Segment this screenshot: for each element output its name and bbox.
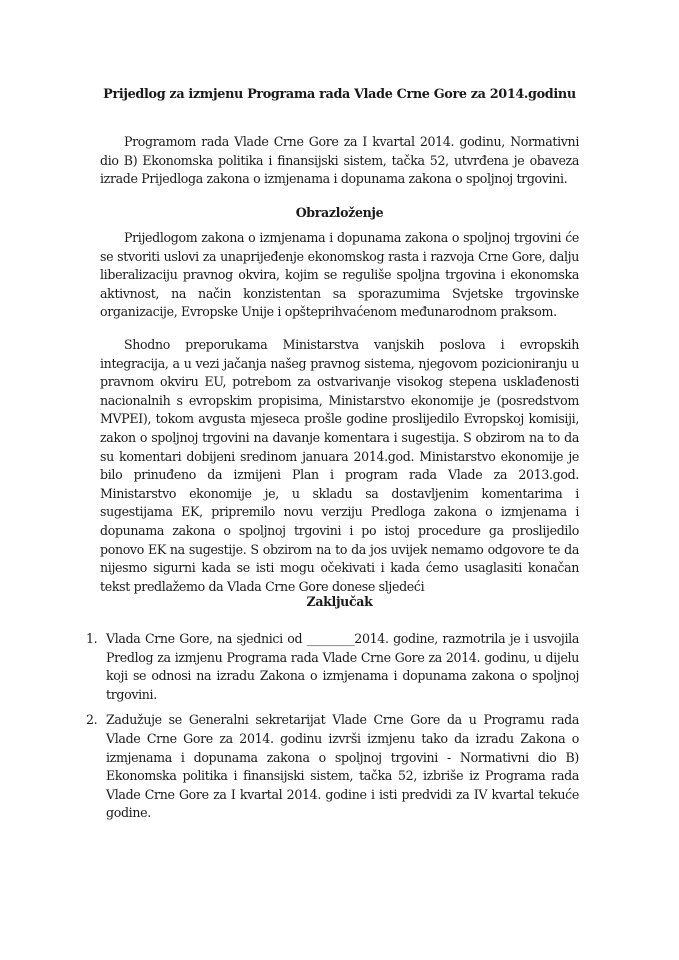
section-heading-obrazlozenje: Obrazloženje [295, 205, 384, 220]
section-heading-zakljucak: Zaključak [306, 594, 373, 609]
body-paragraph: Shodno preporukama Ministarstva vanjskih poslova i evropskih integracija, a u vezi jačanja našeg pravnog sistema, njegovom pozicioniranju u pravnom okviru EU, potrebom za ostvarivanje visokog stepena usklađenosti nacionalnih s evropskim propisima, Ministarstvo ekonomije je (posredstvom MVPEI), tokom avgusta mjeseca prošle godine proslijedilo Evropskoj komisiji, zakon o spoljnoj trgovini na davanje komentara i sugestija. S obzirom na to da su komentari dobijeni sredinom januara 2014.god. Ministarstvo ekonomije je bilo prinuđeno da izmijeni Plan i program rada Vlade za 2013.god. Ministarstvo ekonomije je, u skladu sa dostavljenim komentarima i sugestijama EK, pripremilo novu verziju Predloga zakona o izmjenama i dopunama zakona o spoljnoj trgovini i po istoj procedure ga proslijedilo ponovo EK na sugestije. S obzirom na to da jos uvijek nemamo odgovore te da nijesmo sigurni kada se isti mogu očekivati i kada ćemo usaglasiti konačan tekst predlažemo da Vlada Crne Gore donese sljedeći [100, 337, 579, 594]
document-title: Prijedlog za izmjenu Programa rada Vlade Crne Gore za 2014.godinu [103, 87, 576, 102]
list-item [86, 711, 579, 823]
intro-paragraph: Programom rada Vlade Crne Gore za I kvartal 2014. godinu, Normativni dio B) Ekonomska politika i finansijski sistem, tačka 52, utvrđena je obaveza izrade Prijedloga zakona o izmjenama i dopunama zakona o spoljnoj trgovini. [100, 134, 579, 187]
conclusions-list [86, 630, 579, 830]
list-number: 1. [86, 631, 98, 646]
list-item-text: Vlada Crne Gore, na sjednici od ________2014. godine, razmotrila je i usvojila Predlog za izmjenu Programa rada Vlade Crne Gore za 2014. godinu, u dijelu koji se odnosi na izradu Zakona o izmjenama i dopunama zakona o spoljnoj trgovini. [106, 631, 579, 702]
list-item-text: Zadužuje se Generalni sekretarijat Vlade Crne Gore da u Programu rada Vlade Crne Gore za 2014. godinu izvrši izmjenu tako da izradu Zakona o izmjenama i dopunama zakona o spoljnoj trgovini - Normativni dio B) Ekonomska politika i finansijski sistem, tačka 52, izbriše iz Programa rada Vlade Crne Gore za I kvartal 2014. godine i isti predvidi za IV kvartal tekuće godine. [106, 712, 579, 821]
list-number: 2. [86, 712, 98, 728]
body-paragraph: Prijedlogom zakona o izmjenama i dopunama zakona o spoljnoj trgovini će se stvoriti uslovi za unaprijeđenje ekonomskog rasta i razvoja Crne Gore, dalju liberalizaciju pravnog okvira, kojim se reguliše spoljna trgovina i ekonomska aktivnost, na način konzistentan sa sporazumima Svjetske trgovinske organizacije, Evropske Unije i opšteprihvaćenom međunarodnom praksom. [100, 230, 579, 320]
list-item [86, 630, 579, 704]
